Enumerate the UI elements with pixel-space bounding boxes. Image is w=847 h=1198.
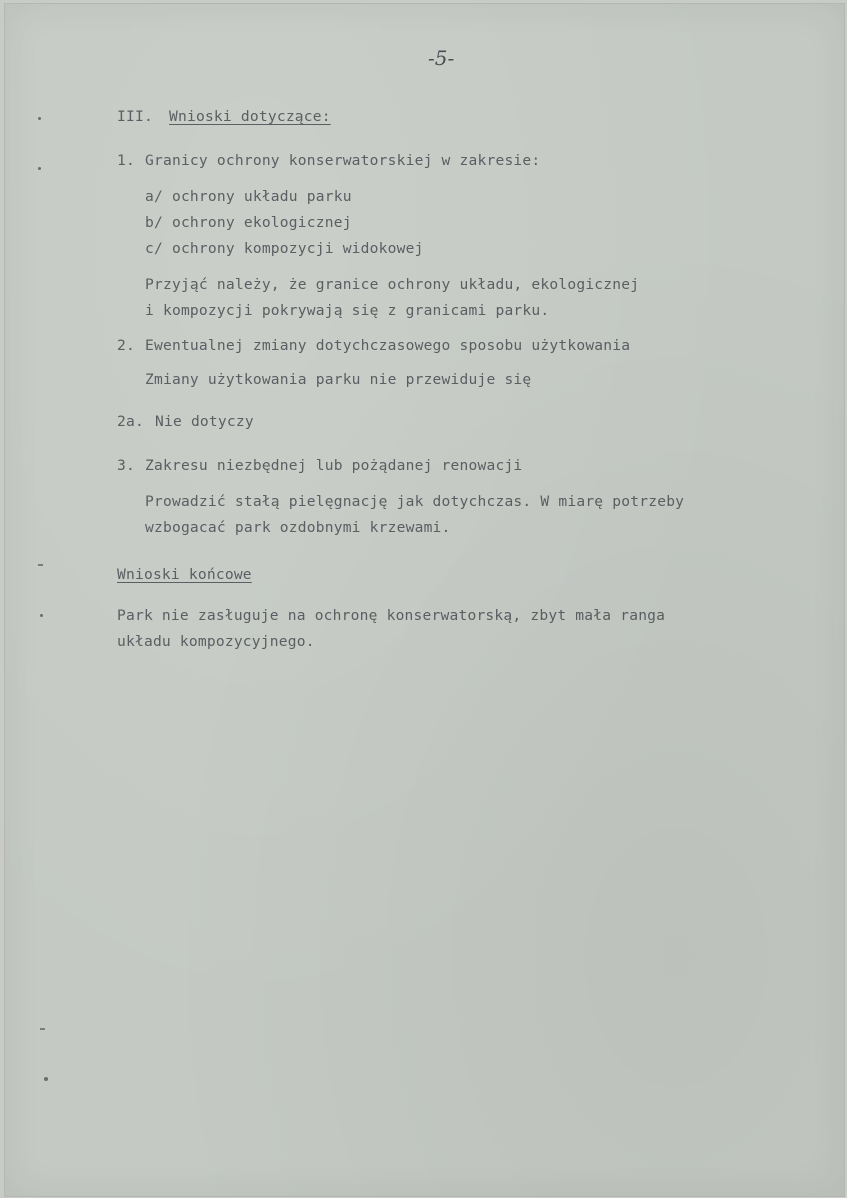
item-2-text: Ewentualnej zmiany dotychczasowego sposobu użytkowania xyxy=(145,337,631,354)
margin-mark xyxy=(44,1077,48,1081)
final-line-1: Park nie zasługuje na ochronę konserwatorską, zbyt mała ranga xyxy=(117,607,666,624)
item-1-sub-c: c/ ochrony kompozycji widokowej xyxy=(145,240,424,257)
margin-mark xyxy=(40,614,43,617)
margin-mark xyxy=(38,117,41,120)
final-line-2: układu kompozycyjnego. xyxy=(117,633,315,650)
item-1-sub-a: a/ ochrony układu parku xyxy=(145,188,352,205)
item-1-text: Granicy ochrony konserwatorskiej w zakresie: xyxy=(145,152,541,169)
item-1-note-line-2: i kompozycji pokrywają się z granicami parku. xyxy=(145,302,550,319)
item-3-note-line-1: Prowadzić stałą pielęgnację jak dotychczas. W miarę potrzeby xyxy=(145,493,685,510)
page-number: -5- xyxy=(428,46,455,70)
item-1-sub-b: b/ ochrony ekologicznej xyxy=(145,214,352,231)
margin-mark xyxy=(38,564,43,566)
section-heading-text: Wnioski dotyczące: xyxy=(169,108,331,125)
item-2-number: 2. xyxy=(117,337,135,354)
item-2a-text: Nie dotyczy xyxy=(155,413,254,430)
final-heading: Wnioski końcowe xyxy=(117,566,252,583)
margin-mark xyxy=(38,167,41,170)
margin-mark xyxy=(40,1028,45,1030)
item-3-text: Zakresu niezbędnej lub pożądanej renowacji xyxy=(145,457,523,474)
item-2-note: Zmiany użytkowania parku nie przewiduje się xyxy=(145,371,532,388)
item-1-note-line-1: Przyjąć należy, że granice ochrony układu, ekologicznej xyxy=(145,276,640,293)
item-3-number: 3. xyxy=(117,457,135,474)
document-page xyxy=(4,3,845,1197)
item-2a-number: 2a. xyxy=(117,413,144,430)
item-3-note-line-2: wzbogacać park ozdobnymi krzewami. xyxy=(145,519,451,536)
item-1-number: 1. xyxy=(117,152,135,169)
section-heading-number: III. xyxy=(117,108,153,125)
